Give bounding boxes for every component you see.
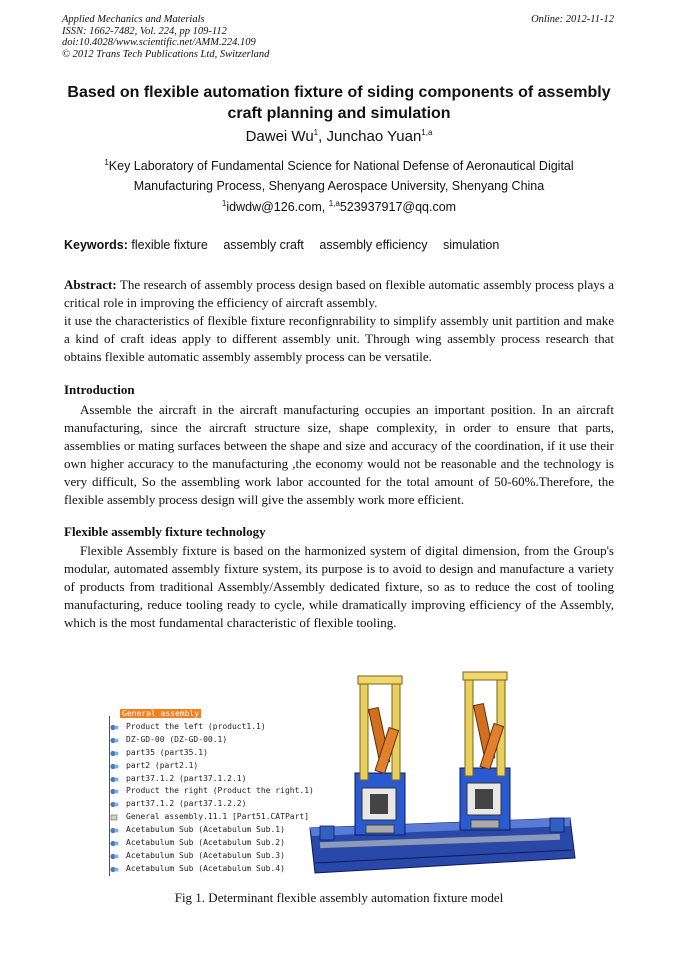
abstract [64,276,614,366]
title-line-1: Based on flexible automation fixture of siding components of assembly [67,84,611,101]
keyword: assembly efficiency [319,238,428,252]
tree-item-label: part35 (part35.1) [126,747,208,757]
tree-item [106,747,314,760]
introduction-body [64,401,614,509]
tree-item [106,850,314,863]
introduction-text: Assemble the aircraft in the aircraft manufacturing occupies an important position. In an aircraft manufacturing, since the aircraft structure size, shape complexity, in order to ensure that parts, assemblies or mating surfaces between the shape and size and accuracy of the coordination, if it use their own higher accuracy to the manufacturing ,the economy would not be reasonable and the technology is very difficult, So the assembling work labor accounted for the total amount of 50-60%.Therefore, the flexible assembly process design will give the assembly work more efficient. [64,402,614,507]
email-1: idwdw@126.com, [226,200,329,214]
part-icon [110,814,119,821]
tree-item [106,837,314,850]
tree-item-label: part2 (part2.1) [126,760,199,770]
tree-item [106,863,314,876]
affiliation-line-2: Manufacturing Process, Shenyang Aerospace University, Shenyang China [133,179,545,193]
online-date: Online: 2012-11-12 [531,14,614,25]
tree-item-label: Acetabulum Sub (Acetabulum Sub.4) [126,863,285,873]
gear-icon [110,776,119,783]
keyword: flexible fixture [131,238,208,252]
introduction-heading: Introduction [64,382,135,397]
email-2: 523937917@qq.com [339,200,457,214]
tree-item-label: Acetabulum Sub (Acetabulum Sub.3) [126,850,285,860]
affiliation-sup: 1 [104,157,109,167]
gear-icon [110,866,119,873]
gear-icon [110,853,119,860]
gear-icon [110,840,119,847]
author-2-sup: 1,a [421,128,433,137]
keywords [64,238,511,252]
tree-item-label: part37.1.2 (part37.1.2.2) [126,799,247,809]
tree-item [106,811,314,824]
tree-item [106,798,314,811]
journal-copyright: © 2012 Trans Tech Publications Ltd, Switzerland [62,48,270,60]
email-2-sup: 1,a [328,198,340,208]
journal-header [62,14,269,60]
gear-icon [110,724,119,731]
keywords-label: Keywords: [64,238,128,252]
gear-icon [110,801,119,808]
tree-item-label: General assembly.11.1 [Part51.CATPart] [126,812,310,822]
flexible-heading: Flexible assembly fixture technology [64,524,266,539]
tree-item-label: part37.1.2 (part37.1.2.1) [126,773,247,783]
keyword: simulation [443,238,500,252]
flexible-text: Flexible Assembly fixture is based on the harmonized system of digital dimension, from the Group's modular, automated assembly fixture system, its purpose is to avoid to design and manufacture a variety of products from traditional Assembly/Assembly dedicated fixture, so as to reduce the cost of tooling manufacturing, reduce tooling ready to cycle, while dramatically improving efficiency of the Assembly, which is the most fundamental characteristic of flexible tooling. [64,543,614,630]
gear-icon [110,750,119,757]
journal-issn: ISSN: 1662-7482, Vol. 224, pp 109-112 [62,25,227,37]
gear-icon [110,788,119,795]
tree-item [106,824,314,837]
author-2: Junchao Yuan [326,128,422,145]
flexible-body [64,542,614,632]
abstract-text-2: it use the characteristics of flexible fixture reconfignrability to simplify assembly unit partition and make a kind of craft ideas apply to different assembly unit. Through wing assembly process research that obtains flexible automatic assembly assembly process can be versatile. [64,313,614,364]
tree-item [106,760,314,773]
tree-item-label: Product the left (product1.1) [126,721,266,731]
tree-root-label: General assembly [122,709,200,718]
tree-item [106,721,314,734]
abstract-label: Abstract: [64,277,117,292]
paper-title [40,82,638,124]
gear-icon [110,737,119,744]
author-1-sup: 1 [313,128,319,137]
product-tree [106,708,314,876]
tree-item [106,734,314,747]
keyword: assembly craft [223,238,304,252]
tree-item-label: Acetabulum Sub (Acetabulum Sub.1) [126,825,285,835]
gear-icon [110,763,119,770]
tree-item-label: DZ-GD-00 (DZ-GD-00.1) [126,734,228,744]
tree-root [106,708,314,721]
tree-item-label: Product the right (Product the right.1) [126,786,314,796]
tree-item [106,773,314,786]
journal-doi: doi:10.4028/www.scientific.net/AMM.224.109 [62,37,256,48]
fixture-model-illustration [300,668,580,886]
email-line [0,200,678,214]
author-1: Dawei Wu [245,128,314,145]
tree-item [106,785,314,798]
affiliation [60,156,618,196]
tree-item-label: Acetabulum Sub (Acetabulum Sub.2) [126,838,285,848]
email-1-sup: 1 [221,198,227,208]
figure-caption: Fig 1. Determinant flexible assembly automation fixture model [174,890,504,905]
abstract-text-1: The research of assembly process design based on flexible automatic assembly process plays a critical role in improving the efficiency of aircraft assembly. [64,277,614,310]
journal-name: Applied Mechanics and Materials [62,14,205,25]
title-line-2: craft planning and simulation [227,105,451,122]
author-separator: , [318,128,327,145]
affiliation-line-1: Key Laboratory of Fundamental Science for National Defense of Aeronautical Digital [108,159,574,173]
gear-icon [110,827,119,834]
author-line [0,128,678,145]
